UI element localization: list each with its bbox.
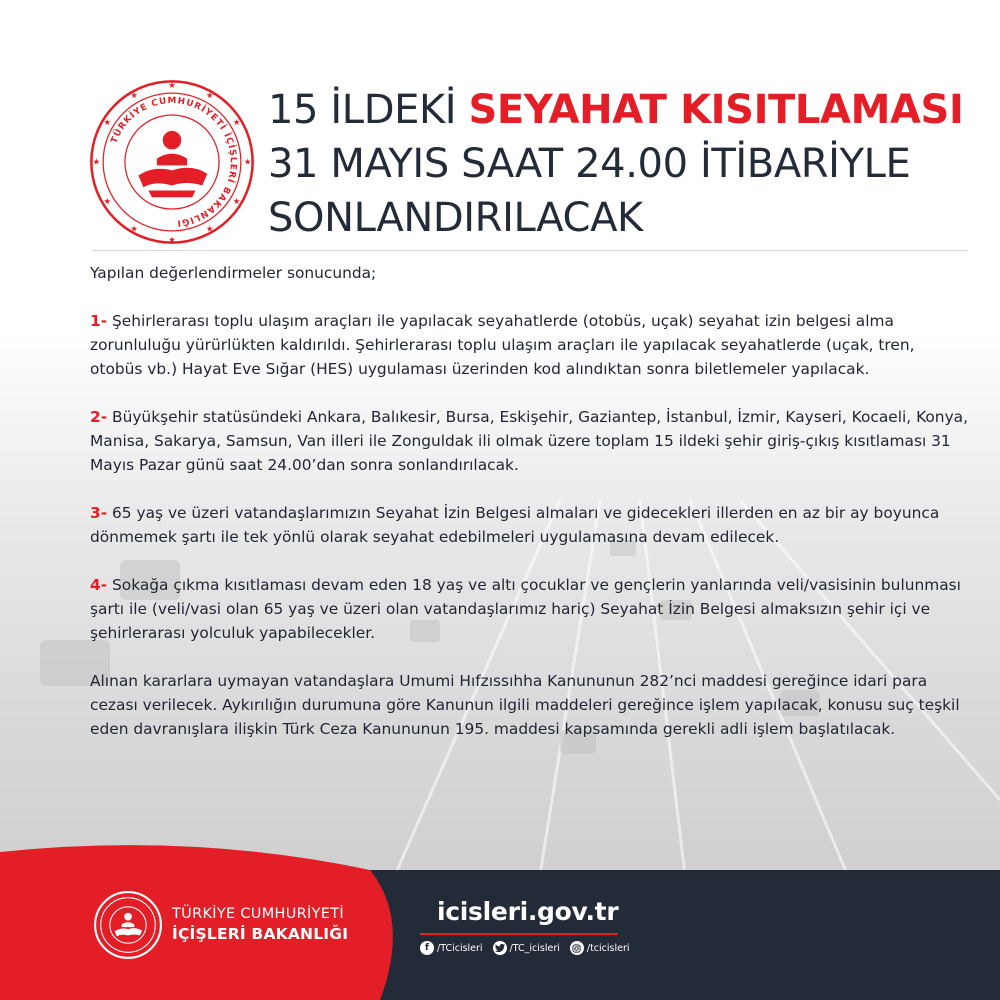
list-item (90, 309, 970, 381)
announcement-body (90, 261, 970, 765)
item-number: 2- (90, 408, 108, 426)
ministry-line-1: TÜRKİYE CUMHURİYETİ (172, 906, 344, 922)
svg-text:★: ★ (206, 223, 214, 234)
list-item (90, 405, 970, 477)
svg-text:★: ★ (130, 90, 138, 101)
svg-text:TÜRKİYE CUMHURİYETİ İÇİŞLERİ B: TÜRKİYE CUMHURİYETİ İÇİŞLERİ BAKANLIĞI (109, 96, 238, 228)
twitter-icon (493, 941, 507, 955)
item-text: Büyükşehir statüsündeki Ankara, Balıkesir, Bursa, Eskişehir, Gaziantep, İstanbul, İzmir, Kayseri, Kocaeli, Konya, Manisa, Sakarya, Samsun, Van illeri ile Zonguldak ili olmak üzere toplam 15 ildeki şehir giriş-çıkış kısıtlaması 31 Mayıs Pazar günü saat 24.00’dan sonra sonlandırılacak. (90, 408, 968, 474)
svg-text:★: ★ (232, 117, 241, 128)
social-facebook[interactable] (420, 941, 483, 955)
social-handle: /tcicisleri (586, 942, 630, 954)
social-twitter[interactable] (493, 941, 560, 955)
ministry-emblem (88, 78, 256, 246)
svg-text:★: ★ (168, 80, 176, 91)
item-text: 65 yaş ve üzeri vatandaşlarımızın Seyahat İzin Belgesi almaları ve gidecekleri illerden en az bir ay boyunca dönmemek şartı ile tek yönlü olarak seyahat edebilmeleri uygulamasına devam edilecek. (90, 504, 940, 546)
item-number: 3- (90, 504, 108, 522)
page-title (268, 83, 988, 245)
title-line-1 (268, 83, 988, 137)
ministry-name (172, 905, 348, 944)
svg-text:★: ★ (130, 223, 138, 234)
svg-text:★: ★ (103, 117, 112, 128)
svg-text:★: ★ (92, 156, 101, 167)
svg-text:★: ★ (168, 234, 176, 245)
instagram-icon (570, 941, 584, 955)
intro-text: Yapılan değerlendirmeler sonucunda; (90, 264, 377, 282)
social-handle: /TCicisleri (437, 942, 483, 954)
ministry-line-2: İÇİŞLERİ BAKANLIĞI (172, 925, 349, 943)
title-line-2: 31 MAYIS SAAT 24.00 İTİBARİYLE (268, 141, 911, 187)
social-links (420, 941, 640, 955)
item-text: Sokağa çıkma kısıtlaması devam eden 18 yaş ve altı çocuklar ve gençlerin yanlarında veli/vasisinin bulunması şartı ile (veli/vasi olan 65 yaş ve üzeri olan vatandaşlarımız hariç) Seyahat İzin Belgesi almaksızın şehir içi ve şehirlerarası yolculuk yapabilecekler. (90, 576, 961, 642)
social-instagram[interactable] (570, 941, 630, 955)
item-number: 1- (90, 312, 108, 330)
svg-text:★: ★ (232, 196, 241, 206)
closing-text: Alınan kararlara uymayan vatandaşlara Umumi Hıfzıssıhha Kanununun 282’nci maddesi gereğince idari para cezası verilecek. Aykırılığın durumuna göre Kanunun ilgili maddeleri gereğince işlem yapılacak, konusu suç teşkil eden davranışlara ilişkin Türk Ceza Kanununun 195. maddesi kapsamında gerekli adli işlem başlatılacak. (90, 672, 960, 738)
title-prefix: 15 İLDEKİ (268, 87, 469, 133)
svg-text:★: ★ (103, 196, 112, 206)
facebook-icon: f (420, 941, 434, 955)
item-number: 4- (90, 576, 108, 594)
svg-text:★: ★ (206, 90, 214, 101)
title-highlight: SEYAHAT KISITLAMASI (468, 87, 964, 133)
list-item (90, 573, 970, 645)
ministry-emblem-small (93, 890, 163, 960)
website-underline (420, 933, 618, 935)
website-link[interactable]: icisleri.gov.tr (437, 897, 619, 926)
title-line-3: SONLANDIRILACAK (268, 195, 643, 241)
header-divider (92, 250, 968, 251)
list-item (90, 501, 970, 549)
svg-text:★: ★ (243, 156, 252, 167)
social-handle: /TC_icisleri (509, 942, 560, 954)
item-text: Şehirlerarası toplu ulaşım araçları ile yapılacak seyahatlerde (otobüs, uçak) seyahat izin belgesi alma zorunluluğu yürürlükten kaldırıldı. Şehirlerarası toplu ulaşım araçları ile yapılacak seyahatlerde (uçak, tren, otobüs vb.) Hayat Eve Sığar (HES) uygulaması üzerinden kod alındıktan sonra biletlemeler yapılacak. (90, 312, 915, 378)
